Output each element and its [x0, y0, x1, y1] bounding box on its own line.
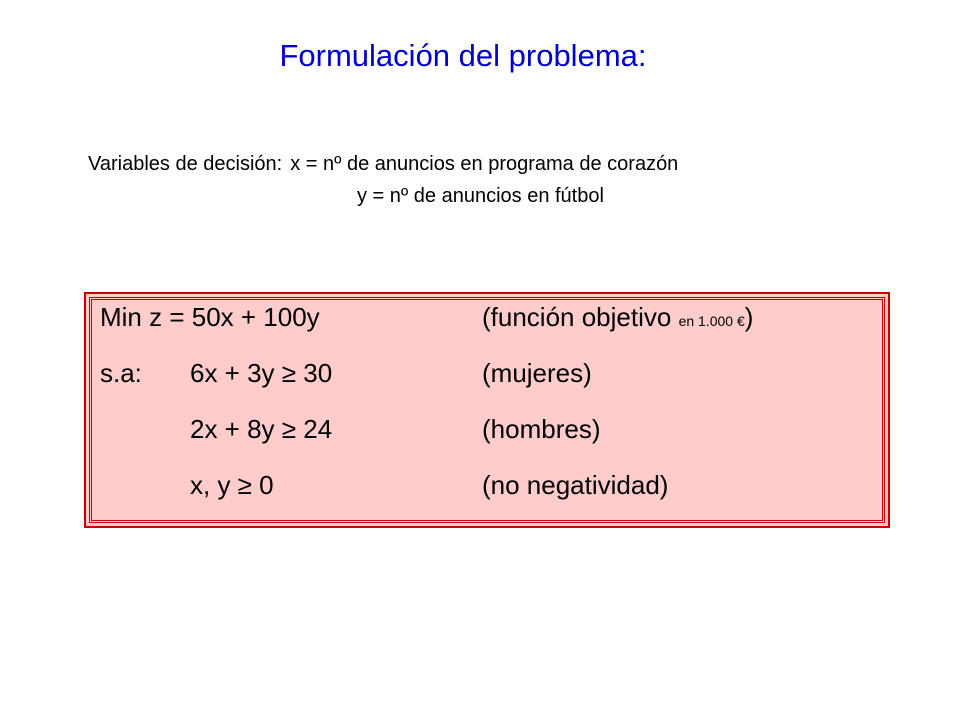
slide-title: Formulación del problema: — [279, 38, 647, 73]
constraint-note: (hombres) — [482, 414, 601, 444]
objective-unit: en 1.000 € — [678, 313, 745, 329]
constraint-note: (no negatividad) — [482, 470, 669, 500]
variable-y-definition: y = nº de anuncios en fútbol — [357, 185, 604, 207]
objective-note — [482, 302, 753, 333]
variables-label: Variables de decisión: — [88, 153, 283, 175]
variable-x-line — [88, 148, 678, 180]
model-box — [84, 292, 890, 528]
constraints-label: s.a: — [100, 358, 142, 388]
constraint-expression: x, y ≥ 0 — [190, 470, 274, 500]
variable-x-definition: x = nº de anuncios en programa de corazón — [290, 153, 679, 175]
objective-note-text: (función objetivo — [482, 302, 679, 332]
objective-expression: Min z = 50x + 100y — [100, 302, 320, 332]
variable-y-line — [357, 180, 604, 212]
constraint-expression: 2x + 8y ≥ 24 — [190, 414, 333, 444]
objective-note-close: ) — [744, 302, 754, 332]
constraint-note: (mujeres) — [482, 358, 592, 388]
constraint-expression: 6x + 3y ≥ 30 — [190, 358, 333, 388]
